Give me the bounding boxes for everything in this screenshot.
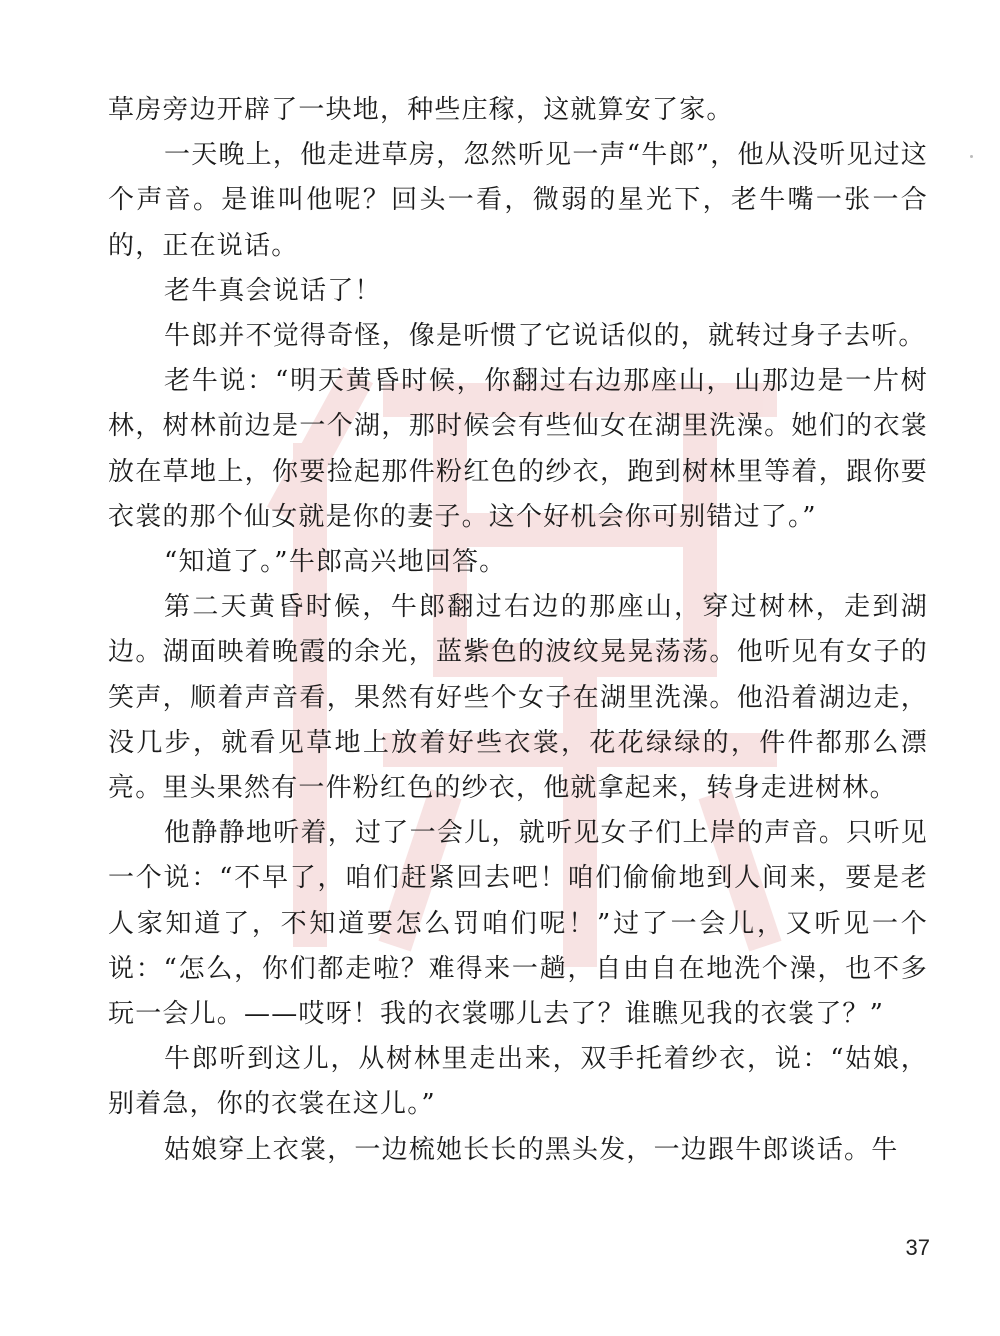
paragraph: 第二天黄昏时候，牛郎翻过右边的那座山，穿过树林，走到湖边。湖面映着晚霞的余光，蓝紫色的波纹晃晃荡荡。他听见有女子的笑声，顺着声音看，果然有好些个女子在湖里洗澡。他沿着湖边走，没几步，就看见草地上放着好些衣裳，花花绿绿的，件件都那么漂亮。里头果然有一件粉红色的纱衣，他就拿起来，转身走进树林。 [108,592,928,804]
body-text [108,88,928,1173]
page-number: 37 [905,1235,930,1260]
paragraph: 牛郎并不觉得奇怪，像是听惯了它说话似的，就转过身子去听。 [164,321,926,352]
paragraph: 草房旁边开辟了一块地，种些庄稼，这就算安了家。 [108,95,734,125]
paragraph: 老牛说：“明天黄昏时候，你翻过右边那座山，山那边是一片树林，树林前边是一个湖，那时候会有些仙女在湖里洗澡。她们的衣裳放在草地上，你要捡起那件粉红色的纱衣，跑到树林里等着，跟你要衣裳的那个仙女就是你的妻子。这个好机会你可别错过了。” [108,366,928,532]
paragraph: “知道了。”牛郎高兴地回答。 [164,547,507,578]
paragraph: 一天晚上，他走进草房，忽然听见一声“牛郎”，他从没听见过这个声音。是谁叫他呢？回头一看，微弱的星光下，老牛嘴一张一合的，正在说话。 [108,140,928,261]
paragraph: 老牛真会说话了！ [164,275,382,306]
paragraph: 他静静地听着，过了一会儿，就听见女子们上岸的声音。只听见一个说：“不早了，咱们赶紧回去吧！咱们偷偷地到人间来，要是老人家知道了，不知道要怎么罚咱们呢！”过了一会儿，又听见一个说：“怎么，你们都走啦？难得来一趟，自由自在地洗个澡，也不多玩一会儿。——哎呀！我的衣裳哪儿去了？谁瞧见我的衣裳了？” [108,818,928,1030]
paragraph: 姑娘穿上衣裳，一边梳她长长的黑头发，一边跟牛郎谈话。牛 [164,1134,899,1165]
paper-speck [970,155,973,158]
paragraph: 牛郎听到这儿，从树林里走出来，双手托着纱衣，说：“姑娘，别着急，你的衣裳在这儿。” [108,1044,928,1120]
